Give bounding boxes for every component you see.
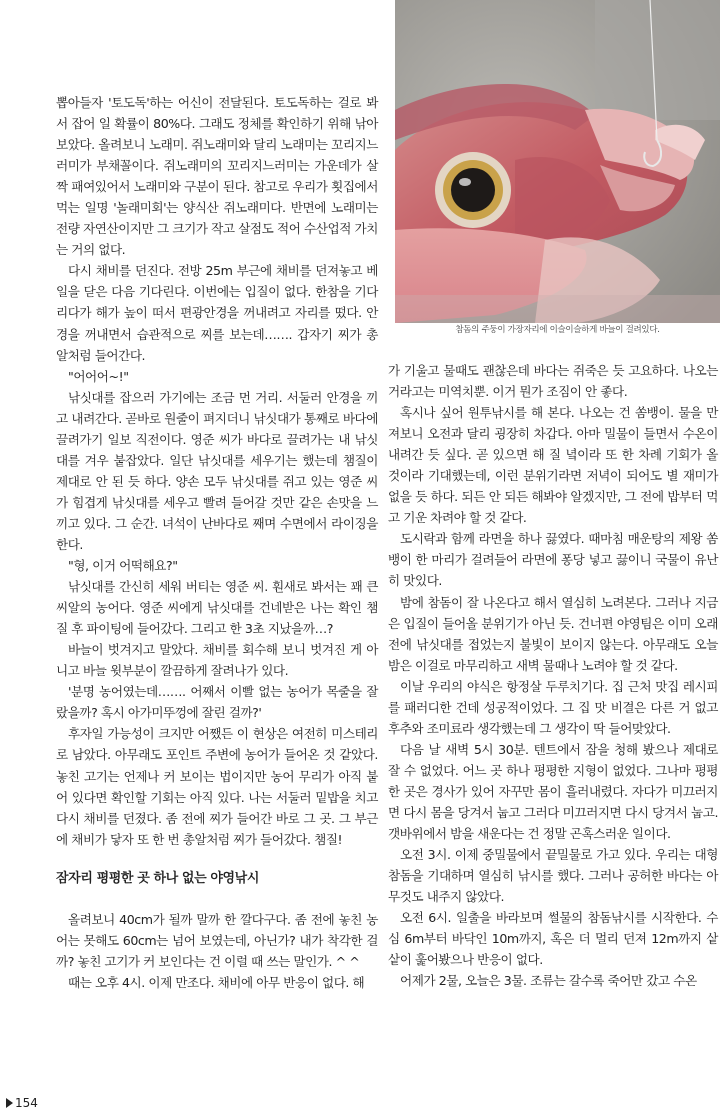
body-paragraph: 다시 채비를 던진다. 전방 25m 부근에 채비를 던져놓고 베일을 닫은 다음 기다린다. 이번에는 입질이 없다. 한참을 기다리다가 해가 높이 떠서 편광안경을 꺼내려고 자리를 떴다. 안경을 꺼내면서 습관적으로 찌를 보는데……. 갑자기 찌가 총알처럼 들어간다. <box>56 263 378 363</box>
left-column <box>56 92 378 993</box>
triangle-marker-icon <box>6 1098 13 1108</box>
photo-caption: 참돔의 주둥이 가장자리에 이슬이슬하게 바늘이 걸려있다. <box>455 325 660 335</box>
page-number-text: 154 <box>15 1096 38 1110</box>
body-paragraph: 밤에 참돔이 잘 나온다고 해서 열심히 노려본다. 그러나 지금은 입질이 들어올 분위기가 아닌 듯. 건너편 야영팀은 이미 오래 전에 낚싯대를 접었는지 불빛이 보이지 않는다. 아무래도 오늘 밤은 이걸로 마무리하고 새벽 물때나 노려야 할 것 같다. <box>388 594 718 673</box>
quote-paragraph: '분명 농어였는데……. 어째서 이빨 없는 농어가 목줄을 잘랐을까? 혹시 아가미뚜껑에 잘린 걸까?' <box>56 684 378 721</box>
body-paragraph: 올려보니 40cm가 될까 말까 한 깔다구다. 좀 전에 놓친 농어는 못해도 60cm는 넘어 보였는데, 아닌가? 내가 착각한 걸까? 놓친 고기가 커 보인다는 건 이럴 때 쓰는 말인가. ^ ^ <box>56 911 378 969</box>
red-seabream-photo <box>395 0 720 323</box>
section-heading: 잠자리 평평한 곳 하나 없는 야영낚시 <box>56 870 259 886</box>
body-paragraph: 가 기울고 물때도 괜찮은데 바다는 쥐죽은 듯 고요하다. 나오는 거라고는 미역치뿐. 이거 뭔가 조짐이 안 좋다. <box>388 363 718 400</box>
body-paragraph: 다음 날 새벽 5시 30분. 텐트에서 잠을 청해 봤으나 제대로 잘 수 없었다. 어느 곳 하나 평평한 지형이 없었다. 그나마 평평한 곳은 경사가 있어 자꾸만 몸이 흘러내렸다. 자다가 미끄러지면 다시 몸을 당겨서 눕고 그러다 미끄러지면 다시 당겨서 눕고. 갯바위에서 밤을 새운다는 건 정말 곤혹스러운 일이다. <box>388 741 718 842</box>
body-paragraph: 낚싯대를 간신히 세워 버티는 영준 씨. 훤새로 봐서는 꽤 큰 씨알의 농어다. 영준 씨에게 낚싯대를 건네받은 나는 확인 챔질 후 파이팅에 들어갔다. 그리고 한 3초 지났을까…? <box>56 579 378 637</box>
body-paragraph: 뽑아들자 '토도독'하는 어신이 전달된다. 토도독하는 걸로 봐서 잡어 일 확률이 80%다. 그래도 정체를 확인하기 위해 낚아보았다. 올려보니 노래미. 쥐노래미와 달리 노래미는 꼬리지느러미가 부채꼴이다. 쥐노래미의 꼬리지느러미는 가운데가 살짝 패여있어서 노래미와 구분이 된다. 참고로 우리가 횟집에서 먹는 일명 '놀래미회'는 양식산 쥐노래미다. 반면에 노래미는 전량 자연산이지만 그 크기가 작고 살점도 적어 수산업적 가치는 거의 없다. <box>56 95 378 258</box>
fish-illustration <box>395 0 720 323</box>
body-paragraph: 어제가 2물, 오늘은 3물. 조류는 갈수록 죽어만 갔고 수온 <box>400 973 697 989</box>
quote-paragraph: "형, 이거 어떡해요?" <box>68 558 178 574</box>
body-paragraph: 이날 우리의 야식은 항정살 두루치기다. 집 근처 맛집 레시피를 패러디한 건데 성공적이었다. 그 집 맛 비결은 다른 거 없고 후추와 조미료라 생각했는데 그 생각이 딱 들어맞았다. <box>388 678 718 736</box>
body-paragraph: 오전 3시. 이제 중밀물에서 끝밀물로 가고 있다. 우리는 대형 참돔을 기대하며 열심히 낚시를 했다. 그러나 공허한 바다는 아무것도 내주지 않았다. <box>388 847 718 905</box>
body-paragraph: 낚싯대를 잡으러 가기에는 조금 먼 거리. 서둘러 안경을 끼고 내려간다. 곧바로 원줄이 펴지더니 낚싯대가 통째로 바다에 끌려가기 일보 직전이다. 영준 씨가 바다로 끌려가는 내 낚싯대를 겨우 붙잡았다. 일단 낚싯대를 세우기는 했는데 챔질이 제대로 안 된 듯 하다. 양손 모두 낚싯대를 쥐고 있는 영준 씨가 힘겹게 낚싯대를 세우고 빨려 들어갈 것만 같은 손맛을 느끼고 있다. 그 순간. 녀석이 난바다로 째며 수면에서 라이징을 한다. <box>56 389 378 552</box>
page-number <box>6 1096 38 1110</box>
quote-paragraph: "어어어~!" <box>68 368 129 384</box>
body-paragraph: 바늘이 벗겨지고 말았다. 채비를 회수해 보니 벗겨진 게 아니고 바늘 윗부분이 깔끔하게 잘려나가 있다. <box>56 642 378 679</box>
body-paragraph: 오전 6시. 일출을 바라보며 썰물의 참돔낚시를 시작한다. 수심 6m부터 바닥인 10m까지, 혹은 더 멀리 던져 12m까지 샅샅이 훑어봤으나 반응이 없다. <box>388 910 718 968</box>
right-column <box>388 360 718 991</box>
body-paragraph: 도시락과 함께 라면을 하나 끓였다. 때마침 매운탕의 제왕 쏨뱅이 한 마리가 걸려들어 라면에 퐁당 넣고 끓이니 국물이 유난히 맛있다. <box>388 531 718 589</box>
body-paragraph: 후자일 가능성이 크지만 어쨌든 이 현상은 여전히 미스테리로 남았다. 아무래도 포인트 주변에 농어가 들어온 것 같았다. 놓친 고기는 언제나 커 보이는 법이지만 농어 무리가 아직 붙어 있다면 확인할 기회는 아직 있다. 나는 서둘러 밑밥을 치고 다시 채비를 던졌다. 좀 전에 찌가 들어간 바로 그 곳. 그 부근에 채비가 닿자 또 한 번 총알처럼 찌가 들어갔다. 챔질! <box>56 726 378 847</box>
body-paragraph: 때는 오후 4시. 이제 만조다. 채비에 아무 반응이 없다. 해 <box>68 974 365 990</box>
body-paragraph: 혹시나 싶어 원투낚시를 해 본다. 나오는 건 쏨뱅이. 물을 만져보니 오전과 달리 굉장히 차갑다. 아마 밀물이 들면서 수온이 내려간 듯 싶다. 곧 있으면 해 질 녘이라 또 한 차례 기회가 올 것이라 기대했는데, 이런 분위기라면 저녁이 되어도 별 재미가 없을 듯 하다. 되든 안 되든 해봐야 알겠지만, 그 전에 밥부터 먹고 기운 차려야 할 것 같다. <box>388 405 718 526</box>
